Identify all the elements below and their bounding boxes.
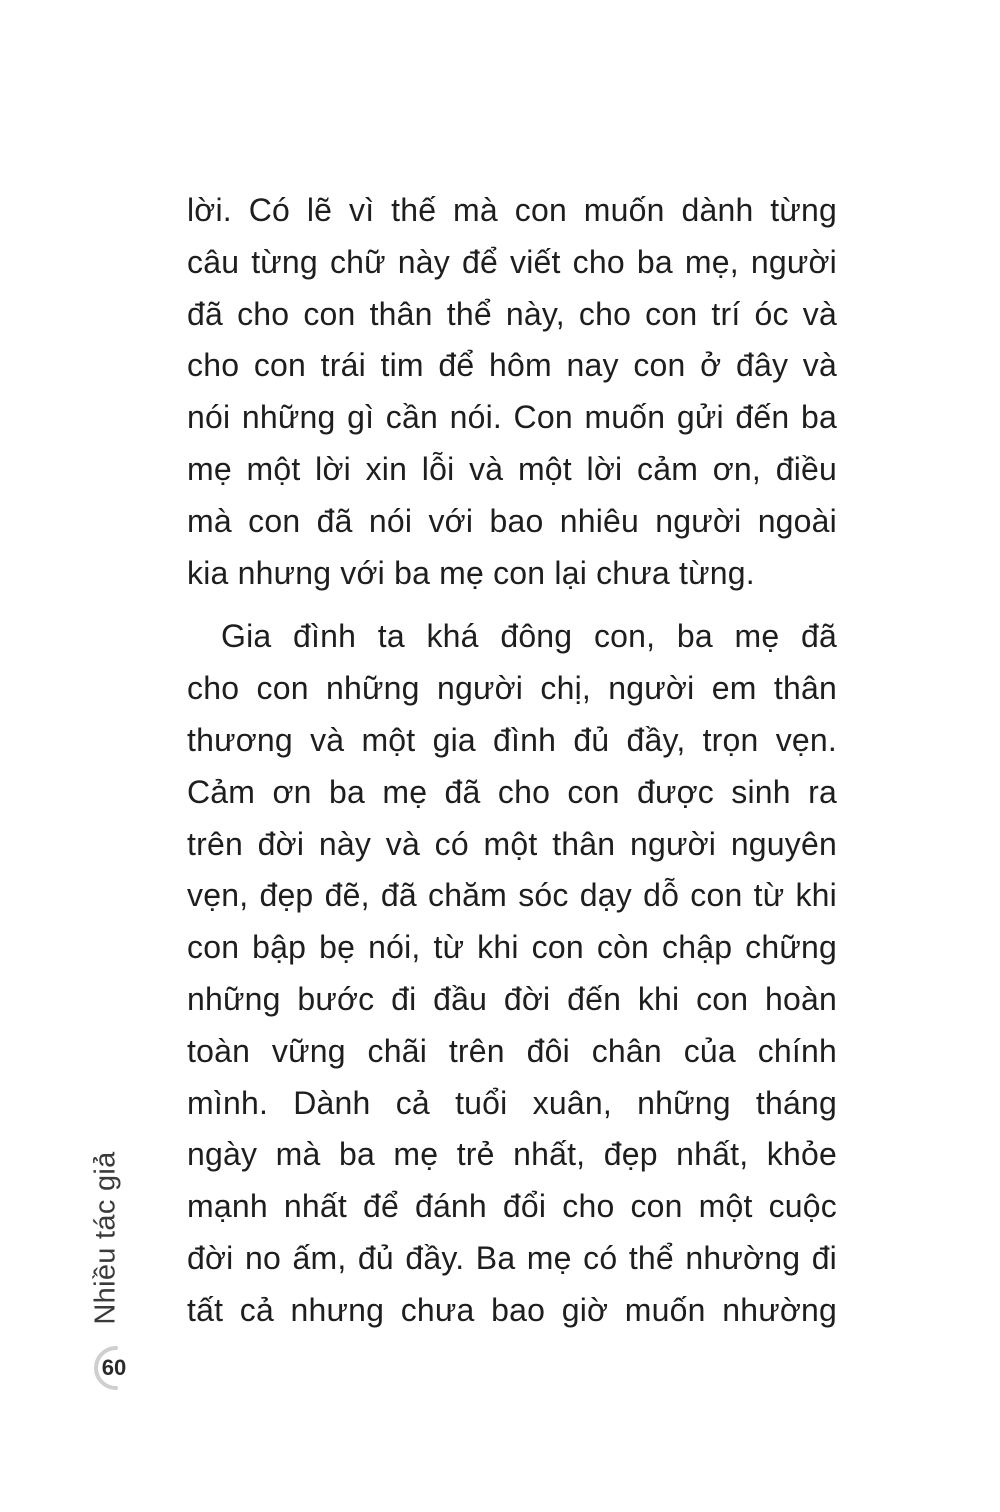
text-line: mình. Dành cả tuổi xuân, những tháng [187, 1084, 837, 1121]
text-line: lời. Có lẽ vì thế mà con muốn dành từng [187, 192, 837, 228]
body-text [187, 185, 837, 1337]
text-line: mạnh nhất để đánh đổi cho con một cuộc [187, 1188, 837, 1225]
text-line: kia nhưng với ba mẹ con lại chưa từng. [187, 554, 755, 591]
text-line: Cảm ơn ba mẹ đã cho con được sinh ra [187, 773, 837, 810]
text-line: cho con trái tim để hôm nay con ở đây và [187, 347, 837, 384]
page-number: 60 [101, 1355, 127, 1380]
text-line: mẹ một lời xin lỗi và một lời cảm ơn, điều [187, 450, 837, 487]
text-line: những bước đi đầu đời đến khi con hoàn [187, 980, 837, 1017]
text-line: ngày mà ba mẹ trẻ nhất, đẹp nhất, khỏe [187, 1136, 837, 1173]
running-head [86, 1148, 126, 1328]
text-line: con bập bẹ nói, từ khi con còn chập chững [187, 929, 837, 966]
text-line: mà con đã nói với bao nhiêu người ngoài [187, 502, 837, 539]
text-line: thương và một gia đình đủ đầy, trọn vẹn. [187, 721, 837, 758]
text-line: vẹn, đẹp đẽ, đã chăm sóc dạy dỗ con từ khi [187, 877, 837, 914]
text-line: câu từng chữ này để viết cho ba mẹ, người [187, 243, 837, 280]
page-number-badge [86, 1344, 134, 1392]
text-line: Gia đình ta khá đông con, ba mẹ đã [221, 618, 837, 655]
text-line: trên đời này và có một thân người nguyên [187, 825, 837, 862]
paragraph-2 [187, 611, 837, 1336]
running-head-text: Nhiều tác giả [89, 1151, 122, 1325]
text-line: toàn vững chãi trên đôi chân của chính [187, 1032, 837, 1069]
paragraph-1 [187, 185, 837, 599]
text-line: đời no ấm, đủ đầy. Ba mẹ có thể nhường đi [187, 1239, 837, 1276]
text-line: đã cho con thân thể này, cho con trí óc và [187, 295, 837, 332]
text-line: cho con những người chị, người em thân [187, 670, 837, 707]
text-line: tất cả nhưng chưa bao giờ muốn nhường [187, 1291, 837, 1328]
text-line: nói những gì cần nói. Con muốn gửi đến ba [187, 399, 837, 436]
